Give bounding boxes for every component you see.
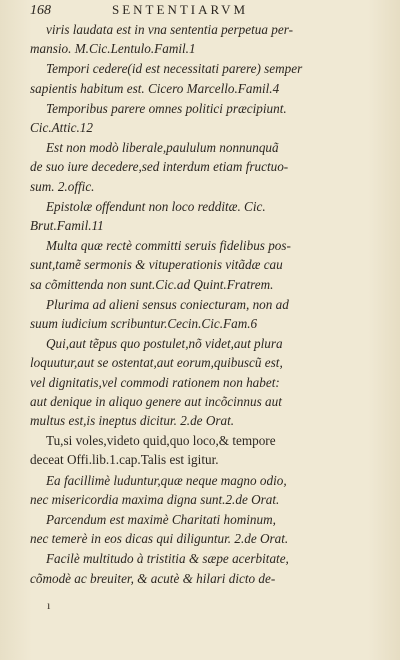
text-line: viris laudata est in vna sententia perpetua per- bbox=[46, 22, 293, 37]
text-line: nec temerè in eos dicas qui diliguntur. 2.de Orat. bbox=[30, 531, 289, 547]
text-line: Facilè multitudo à tristitia & sæpe acerbitate, bbox=[46, 551, 289, 567]
body-text bbox=[30, 20, 372, 589]
paragraph bbox=[30, 138, 372, 196]
paragraph bbox=[30, 549, 372, 587]
text-line: Temporibus parere omnes politici præcipiunt. bbox=[46, 100, 287, 116]
text-line: suum iudicium scribuntur.Cecin.Cic.Fam.6 bbox=[30, 316, 258, 332]
text-line: multus est,is ineptus dicitur. 2.de Orat. bbox=[30, 413, 235, 429]
page-header bbox=[30, 2, 370, 20]
text-line: Tu,si voles,videto quid,quo loco,& tempore bbox=[46, 433, 276, 449]
paragraph bbox=[30, 236, 372, 294]
paragraph bbox=[30, 295, 372, 333]
text-line: sa cõmittenda non sunt.Cic.ad Quint.Fratrem. bbox=[30, 276, 274, 292]
text-line: Parcendum est maximè Charitati hominum, bbox=[46, 512, 276, 528]
paragraph bbox=[30, 510, 372, 548]
text-line: Ea facillimè luduntur,quæ neque magno odio, bbox=[46, 472, 287, 488]
paragraph bbox=[30, 20, 372, 58]
text-line: Brut.Famil.11 bbox=[30, 218, 104, 234]
text-line: aut denique in aliquo genere aut incõcinnus aut bbox=[30, 393, 282, 409]
running-head: SENTENTIARVM bbox=[112, 2, 249, 17]
text-line: Cic.Attic.12 bbox=[30, 120, 93, 136]
text-line: de suo iure decedere,sed interdum etiam fructuo- bbox=[30, 159, 289, 175]
text-line: vel dignitatis,vel commodi rationem non habet: bbox=[30, 374, 280, 390]
paragraph bbox=[30, 99, 372, 137]
text-line: sunt,tamẽ sermonis & vituperationis vitãdæ cau bbox=[30, 257, 283, 273]
text-line: Est non modò liberale,paululum nonnunquã bbox=[46, 140, 279, 156]
text-line: sapientis habitum est. Cicero Marcello.Famil.4 bbox=[30, 80, 280, 96]
stray-mark: ı bbox=[47, 598, 51, 612]
text-line: deceat Offi.lib.1.cap.Talis est igitur. bbox=[30, 452, 219, 468]
text-line: sum. 2.offic. bbox=[30, 178, 95, 194]
text-line: Plurima ad alieni sensus coniecturam, non ad bbox=[46, 296, 289, 312]
text-line: mansio. M.Cic.Lentulo.Famil.1 bbox=[30, 41, 196, 57]
paragraph bbox=[30, 431, 372, 469]
text-line: Tempori cedere(id est necessitati parere) semper bbox=[46, 61, 303, 77]
page-number: 168 bbox=[30, 3, 51, 18]
text-line: cõmodè ac breuiter, & acutè & hilari dicto de- bbox=[30, 570, 276, 586]
text-line: nec misericordia maxima digna sunt.2.de Orat. bbox=[30, 491, 280, 507]
text-line: Epistolæ offendunt non loco redditæ. Cic. bbox=[46, 198, 266, 214]
text-line: Multa quæ rectè committi seruis fidelibus pos- bbox=[46, 238, 291, 254]
text-line: Qui,aut tẽpus quo postulet,nõ videt,aut plura bbox=[46, 336, 283, 352]
text-line: loquutur,aut se ostentat,aut eorum,quibuscũ est, bbox=[30, 355, 283, 371]
paragraph bbox=[30, 59, 372, 97]
paragraph bbox=[30, 471, 372, 509]
paragraph bbox=[30, 334, 372, 430]
paragraph bbox=[30, 197, 372, 235]
